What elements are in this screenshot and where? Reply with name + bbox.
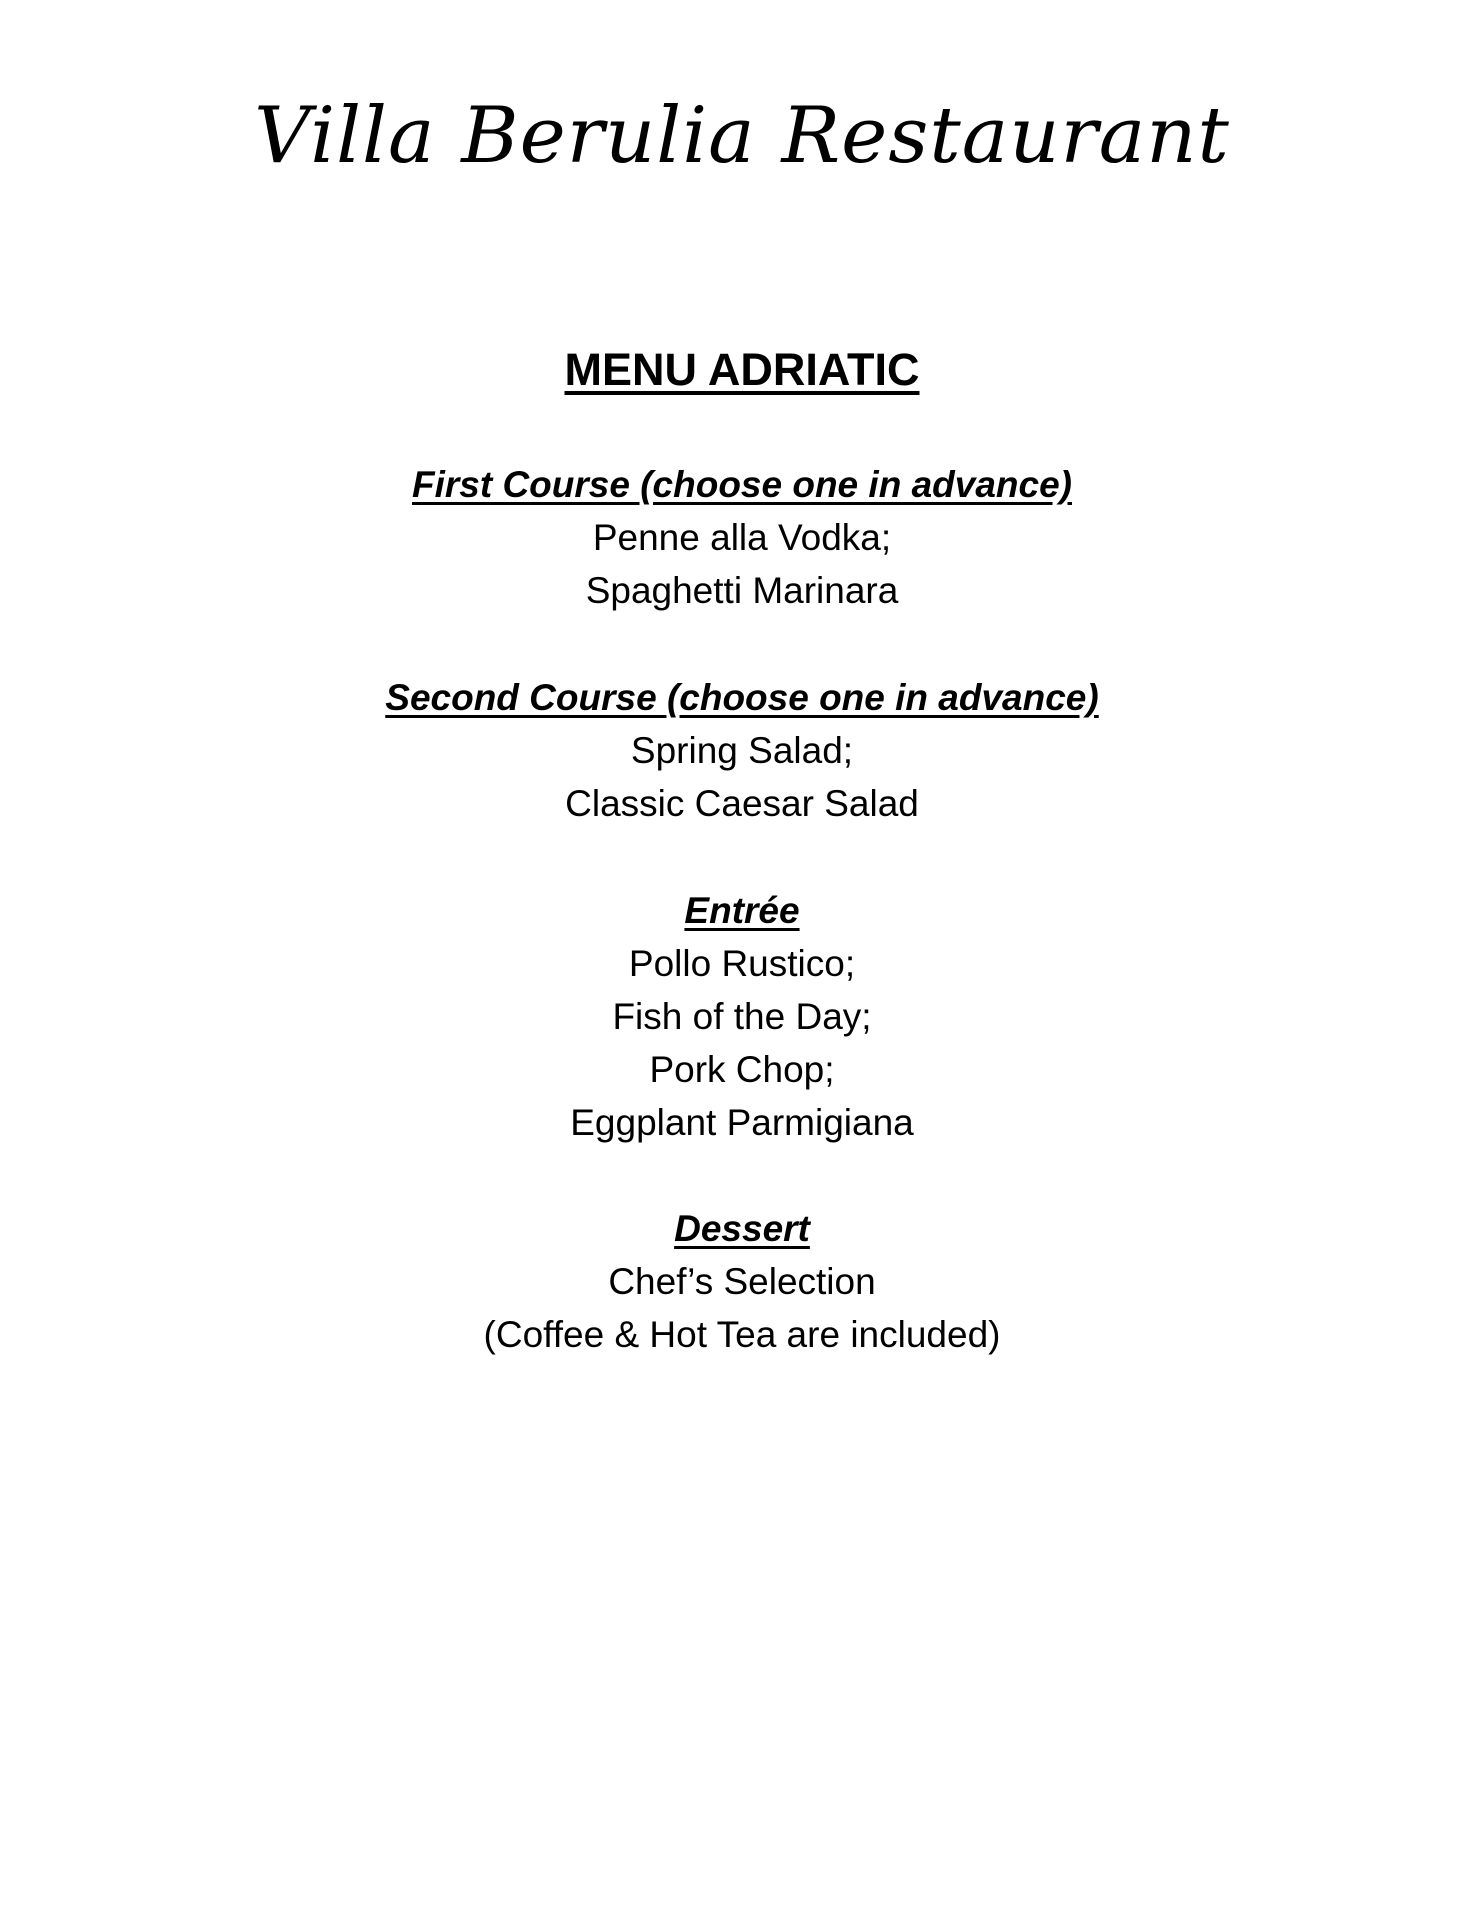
menu-item: Chef’s Selection: [608, 1261, 876, 1302]
section-heading: First Course (choose one in advance): [412, 464, 1072, 505]
menu-item: Spring Salad;: [630, 730, 854, 771]
menu-item: Fish of the Day;: [612, 996, 872, 1037]
menu-item: Spaghetti Marinara: [585, 570, 899, 611]
menu-item: Penne alla Vodka;: [592, 517, 892, 558]
menu-item: Pollo Rustico;: [628, 943, 856, 984]
section-entree: [0, 884, 1484, 1149]
restaurant-name: Villa Berulia Restaurant: [254, 91, 1230, 181]
menu-item: (Coffee & Hot Tea are included): [483, 1314, 1001, 1355]
section-heading: Entrée: [684, 890, 800, 931]
section-dessert: [0, 1202, 1484, 1361]
section-second-course: [0, 671, 1484, 830]
menu-item: Classic Caesar Salad: [565, 783, 919, 824]
section-heading: Second Course (choose one in advance): [385, 677, 1099, 718]
section-heading: Dessert: [674, 1208, 810, 1249]
section-first-course: [0, 458, 1484, 617]
menu-item: Pork Chop;: [649, 1049, 835, 1090]
menu-title: MENU ADRIATIC: [564, 344, 920, 395]
menu-item: Eggplant Parmigiana: [570, 1102, 914, 1143]
